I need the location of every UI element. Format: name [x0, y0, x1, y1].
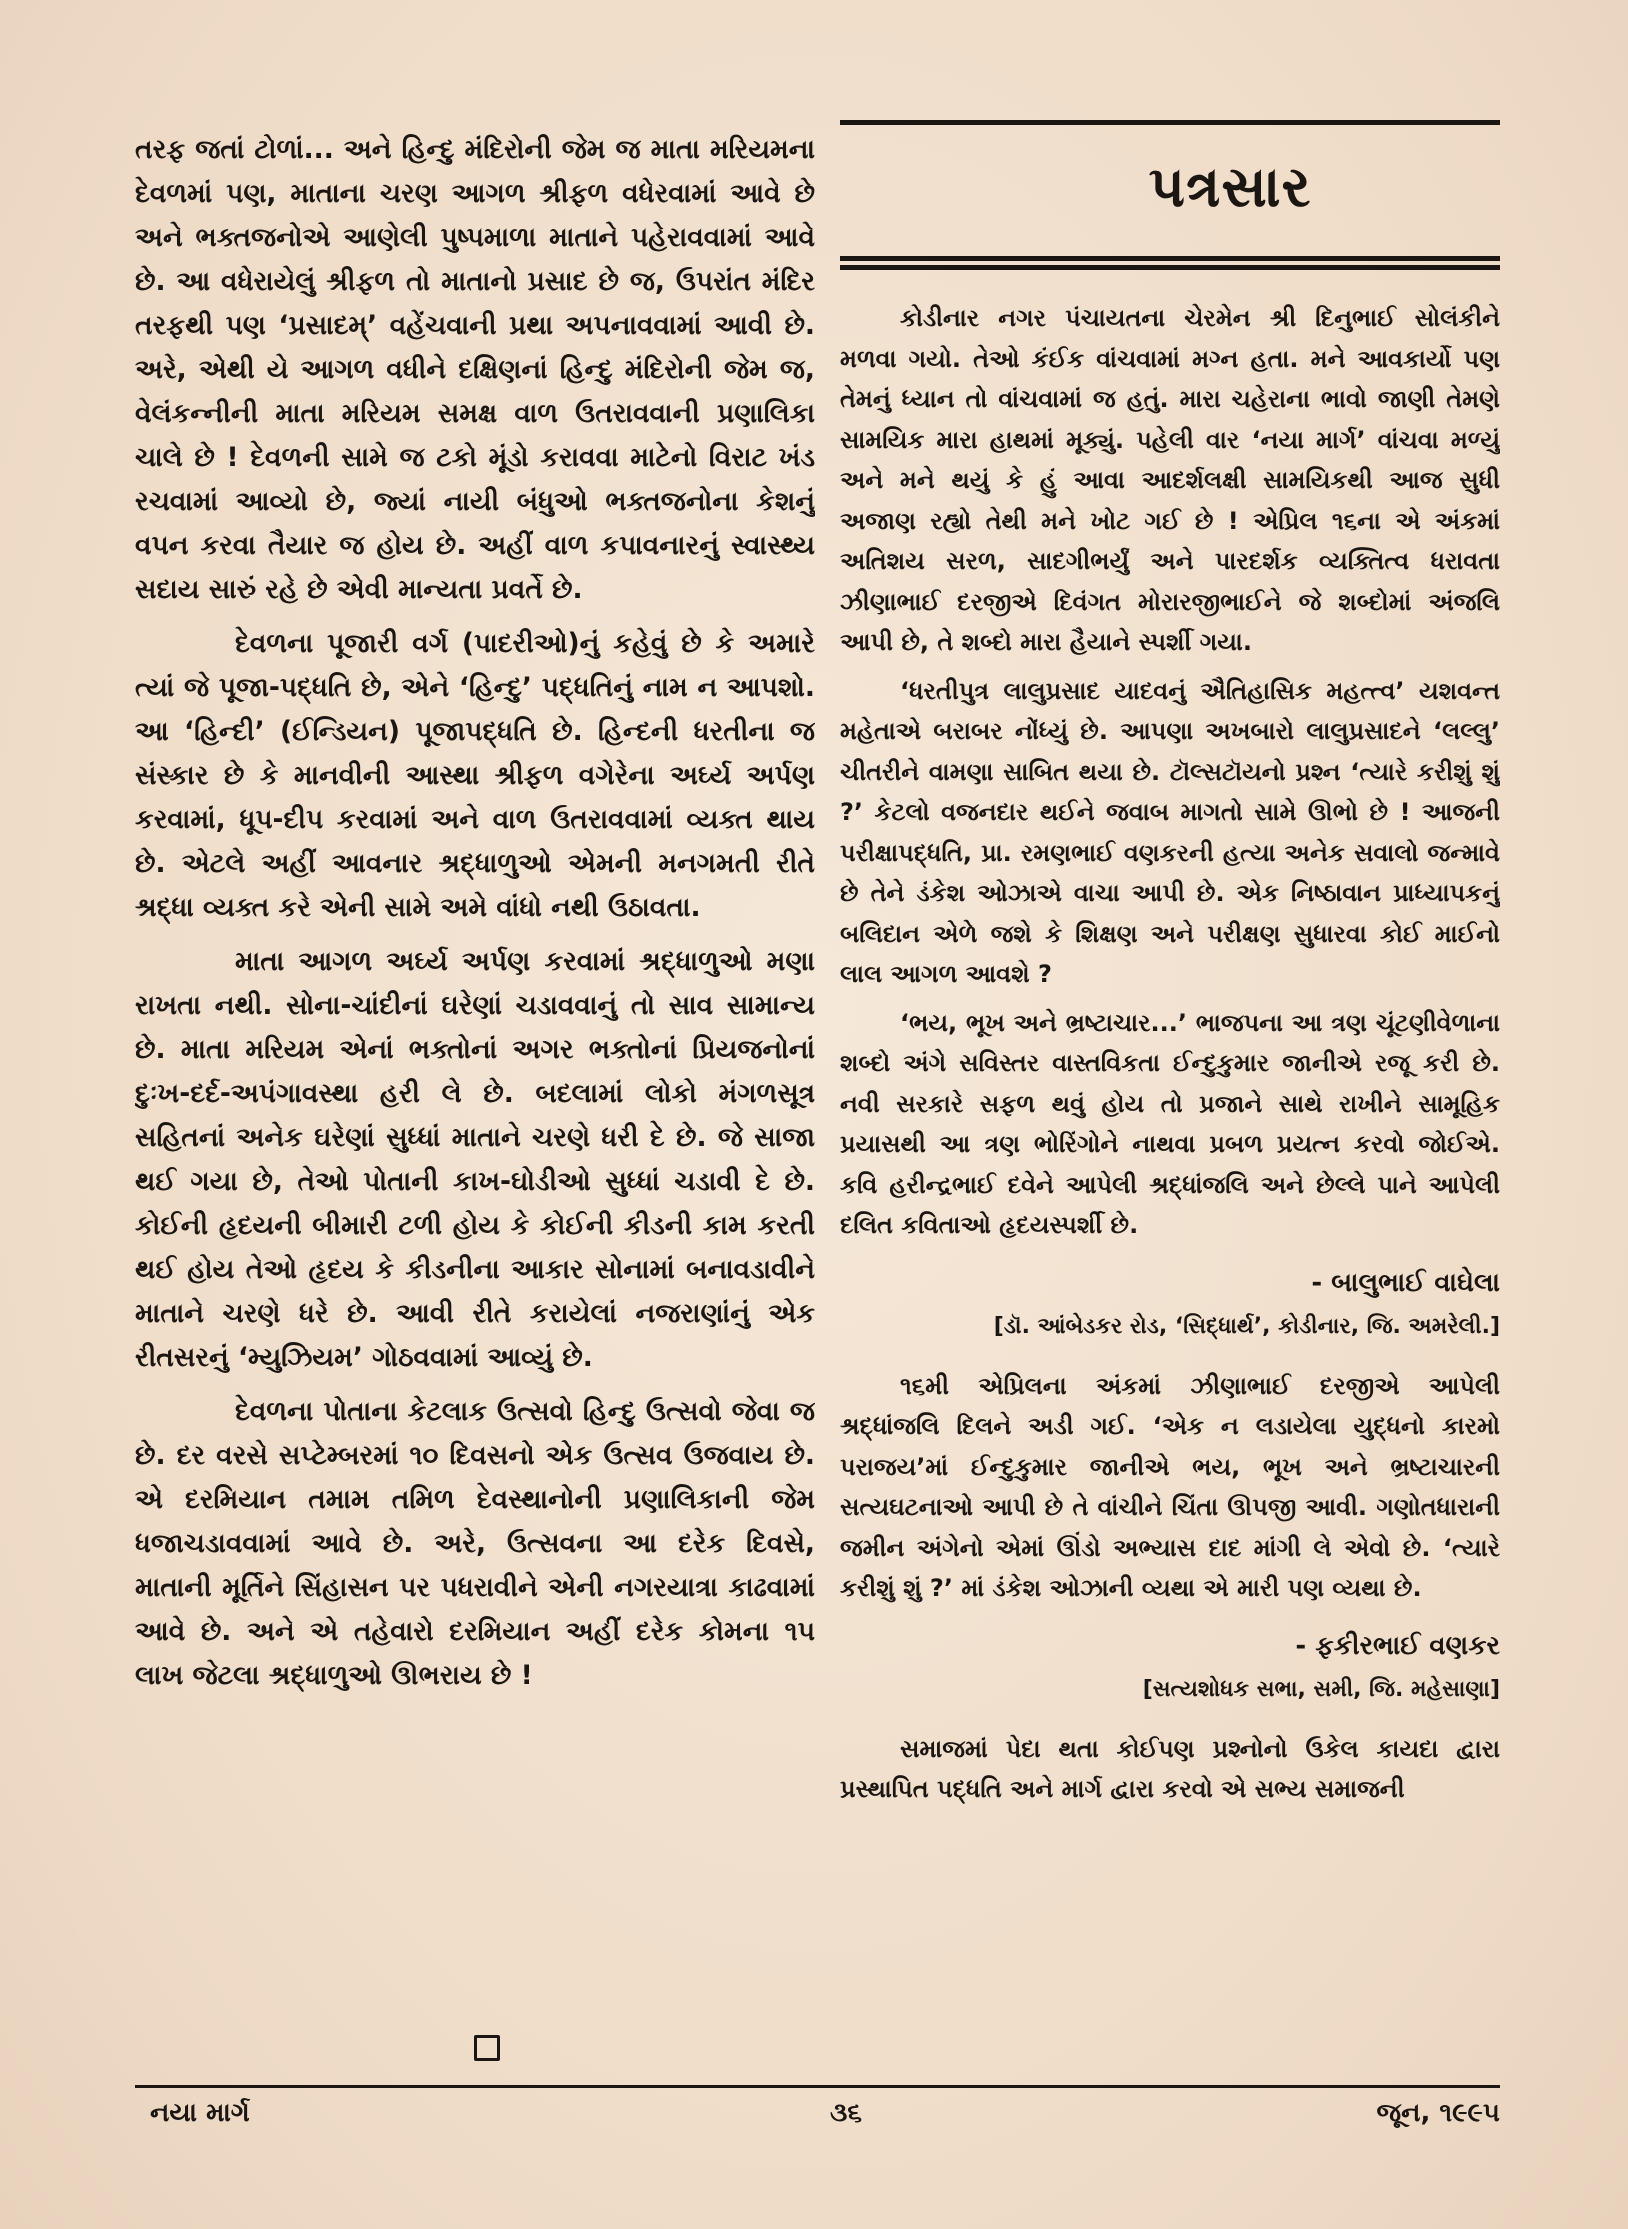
- letter1-paragraph-1: કોડીનાર નગર પંચાયતના ચેરમેન શ્રી દિનુભાઈ સોલંકીને મળવા ગયો. તેઓ કંઈક વાંચવામાં મગ્ન હતા. મને આવકાર્યો પણ તેમનું ધ્યાન તો વાંચવામાં જ હતું. મારા ચહેરાના ભાવો જાણી તેમણે સામયિક મારા હાથમાં મૂક્યું. પહેલી વાર ‘નયા માર્ગ’ વાંચવા મળ્યું અને મને થયું કે હું આવા આદર્શલક્ષી સામયિકથી આજ સુધી અજાણ રહ્યો તેથી મને ખોટ ગઈ છે ! એપ્રિલ ૧૬ના એ અંકમાં અતિશય સરળ, સાદગીભર્યું અને પારદર્શક વ્યક્તિત્વ ધરાવતા ઝીણાભાઈ દરજીએ દિવંગત મોરારજીભાઈને જે શબ્દોમાં અંજલિ આપી છે, તે શબ્દો મારા હૈયાને સ્પર્શી ગયા.: [840, 304, 1500, 656]
- article-paragraph-2: દેવળના પૂજારી વર્ગ (પાદરીઓ)નું કહેવું છે કે અમારે ત્યાં જે પૂજા-પદ્ધતિ છે, એને ‘હિન્દુ’ પદ્ધતિનું નામ ન આપશો. આ ‘હિન્દી’ (ઈન્ડિયન) પૂજાપદ્ધતિ છે. હિન્દની ધરતીના જ સંસ્કાર છે કે માનવીની આસ્થા શ્રીફળ વગેરેના અર્ઘ્ય અર્પણ કરવામાં, ધૂપ-દીપ કરવામાં અને વાળ ઉતરાવવામાં વ્યક્ત થાય છે. એટલે અહીં આવનાર શ્રદ્ધાળુઓ એમની મનગમતી રીતે શ્રદ્ધા વ્યક્ત કરે એની સામે અમે વાંધો નથી ઉઠાવતા.: [135, 628, 815, 923]
- article-column: [135, 128, 815, 2078]
- footer-rule: [135, 2085, 1500, 2088]
- letter3-paragraph-1: સમાજમાં પેદા થતા કોઈપણ પ્રશ્નોનો ઉકેલ કાયદા દ્વારા પ્રસ્થાપિત પદ્ધતિ અને માર્ગ દ્વારા કરવો એ સભ્ય સમાજની: [840, 1734, 1500, 1803]
- end-mark-icon: [474, 2035, 500, 2061]
- letter1-signature: - બાલુભાઈ વાઘેલા: [1311, 1267, 1500, 1298]
- article-paragraph-4: દેવળના પોતાના કેટલાક ઉત્સવો હિન્દુ ઉત્સવો જેવા જ છે. દર વરસે સપ્ટેમ્બરમાં ૧૦ દિવસનો એક ઉત્સવ ઉજવાય છે. એ દરમિયાન તમામ તમિળ દેવસ્થાનોની પ્રણાલિકાની જેમ ધજાચડાવવામાં આવે છે. અરે, ઉત્સવના આ દરેક દિવસે, માતાની મૂર્તિને સિંહાસન પર પધરાવીને એની નગરયાત્રા કાઢવામાં આવે છે. અને એ તહેવારો દરમિયાન અહીં દરેક કોમના ૧૫ લાખ જેટલા શ્રદ્ધાળુઓ ઊભરાય છે !: [135, 1396, 815, 1691]
- letter1-paragraph-3: ‘ભય, ભૂખ અને ભ્રષ્ટાચાર...’ ભાજપના આ ત્રણ ચૂંટણીવેળાના શબ્દો અંગે સવિસ્તર વાસ્તવિકતા ઈન્દુકુમાર જાનીએ રજૂ કરી છે. નવી સરકારે સફળ થવું હોય તો પ્રજાને સાથે રાખીને સામૂહિક પ્રયાસથી આ ત્રણ ભોરિંગોને નાથવા પ્રબળ પ્રયત્ન કરવો જોઈએ. કવિ હરીન્દ્રભાઈ દવેને આપેલી શ્રદ્ધાંજલિ અને છેલ્લે પાને આપેલી દલિત કવિતાઓ હૃદયસ્પર્શી છે.: [840, 1008, 1500, 1239]
- letters-body: [840, 298, 1500, 2088]
- footer-date: જૂન, ૧૯૯૫: [1376, 2098, 1500, 2128]
- page-footer: [150, 2098, 1500, 2138]
- section-header: [840, 125, 1500, 250]
- letter1-address: [ડૉ. આંબેડકર રોડ, ‘સિદ્ધાર્થ’, કોડીનાર, જિ. અમરેલી.]: [993, 1313, 1500, 1339]
- article-paragraph-3: માતા આગળ અર્ઘ્ય અર્પણ કરવામાં શ્રદ્ધાળુઓ મણા રાખતા નથી. સોના-ચાંદીનાં ઘરેણાં ચડાવવાનું તો સાવ સામાન્ય છે. માતા મરિયમ એનાં ભક્તોનાં અગર ભક્તોનાં પ્રિયજનોનાં દુઃખ-દર્દ-અપંગાવસ્થા હરી લે છે. બદલામાં લોકો મંગળસૂત્ર સહિતનાં અનેક ઘરેણાં સુધ્ધાં માતાને ચરણે ધરી દે છે. જે સાજા થઈ ગયા છે, તેઓ પોતાની કાખ-ઘોડીઓ સુધ્ધાં ચડાવી દે છે. કોઈની હૃદયની બીમારી ટળી હોય કે કોઈની કીડની કામ કરતી થઈ હોય તેઓ હૃદય કે કીડનીના આકાર સોનામાં બનાવડાવીને માતાને ચરણે ધરે છે. આવી રીતે કરાયેલાં નજરાણાંનું એક રીતસરનું ‘મ્યુઝિયમ’ ગોઠવવામાં આવ્યું છે.: [135, 946, 815, 1373]
- footer-page-number: ૩૬: [830, 2098, 862, 2128]
- article-paragraph-1: તરફ જતાં ટોળાં... અને હિન્દુ મંદિરોની જેમ જ માતા મરિયમના દેવળમાં પણ, માતાના ચરણ આગળ શ્રીફળ વધેરવામાં આવે છે અને ભક્તજનોએ આણેલી પુષ્પમાળા માતાને પહેરાવવામાં આવે છે. આ વધેરાયેલું શ્રીફળ તો માતાનો પ્રસાદ છે જ, ઉપરાંત મંદિર તરફથી પણ ‘પ્રસાદમ્’ વહેંચવાની પ્રથા અપનાવવામાં આવી છે. અરે, એથી યે આગળ વધીને દક્ષિણનાં હિન્દુ મંદિરોની જેમ જ, વેલંકન્નીની માતા મરિયમ સમક્ષ વાળ ઉતરાવવાની પ્રણાલિકા ચાલે છે ! દેવળની સામે જ ટકો મૂંડો કરાવવા માટેનો વિરાટ ખંડ રચવામાં આવ્યો છે, જ્યાં નાયી બંધુઓ ભક્તજનોના કેશનું વપન કરવા તૈયાર જ હોય છે. અહીં વાળ કપાવનારનું સ્વાસ્થ્ય સદાય સારું રહે છે એવી માન્યતા પ્રવર્તે છે.: [135, 134, 815, 605]
- title-double-rule: [840, 256, 1500, 270]
- letter2-signature: - ફકીરભાઈ વણકર: [1295, 1630, 1500, 1661]
- letter1-paragraph-2: ‘ધરતીપુત્ર લાલુપ્રસાદ યાદવનું ઐતિહાસિક મહત્ત્વ’ યશવન્ત મહેતાએ બરાબર નોંધ્યું છે. આપણા અખબારો લાલુપ્રસાદને ‘લલ્લુ’ ચીતરીને વામણા સાબિત થયા છે. ટૉલ્સટૉયનો પ્રશ્ન ‘ત્યારે કરીશું શું ?’ કેટલો વજનદાર થઈને જવાબ માગતો સામે ઊભો છે ! આજની પરીક્ષાપદ્ધતિ, પ્રા. રમણભાઈ વણકરની હત્યા અનેક સવાલો જન્માવે છે તેને ડંકેશ ઓઝાએ વાચા આપી છે. એક નિષ્ઠાવાન પ્રાધ્યાપકનું બલિદાન એળે જશે કે શિક્ષણ અને પરીક્ષણ સુધારવા કોઈ માઈનો લાલ આગળ આવશે ?: [840, 676, 1500, 988]
- letters-column: [840, 120, 1500, 2080]
- section-title: પત્રસાર: [1148, 154, 1312, 220]
- footer-magazine-name: નયા માર્ગ: [150, 2098, 250, 2128]
- letter2-address: [સત્યશોધક સભા, સમી, જિ. મહેસાણા]: [1142, 1676, 1500, 1702]
- letter2-paragraph-1: ૧૬મી એપ્રિલના અંકમાં ઝીણાભાઈ દરજીએ આપેલી શ્રદ્ધાંજલિ દિલને અડી ગઈ. ‘એક ન લડાયેલા યુદ્ધનો કારમો પરાજય’માં ઈન્દુકુમાર જાનીએ ભય, ભૂખ અને ભ્રષ્ટાચારની સત્યઘટનાઓ આપી છે તે વાંચીને ચિંતા ઊપજી આવી. ગણોતધારાની જમીન અંગેનો એમાં ઊંડો અભ્યાસ દાદ માંગી લે એવો છે. ‘ત્યારે કરીશું શું ?’ માં ડંકેશ ઓઝાની વ્યથા એ મારી પણ વ્યથા છે.: [840, 1371, 1500, 1602]
